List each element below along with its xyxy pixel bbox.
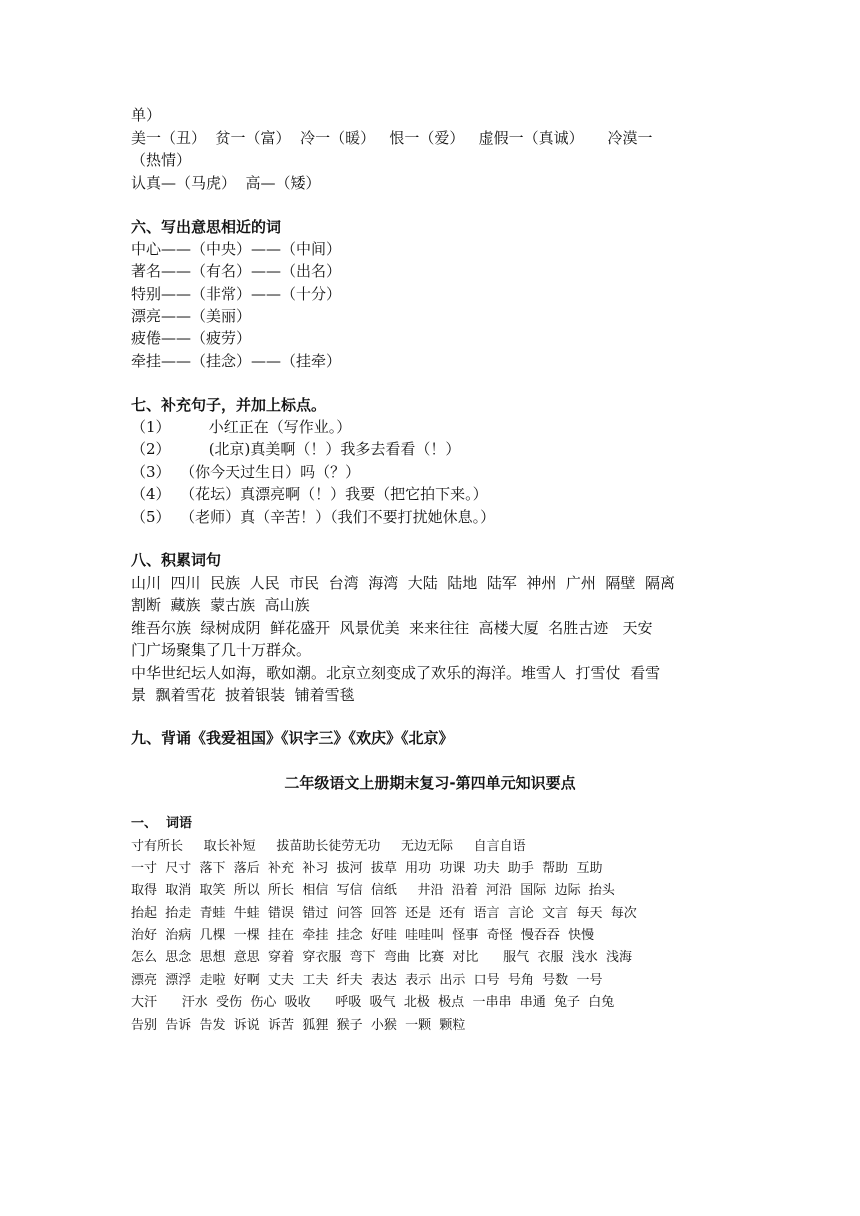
section-6-title: 六、写出意思相近的词: [131, 218, 282, 236]
section-7-title: 七、补充句子，并加上标点。: [131, 396, 327, 414]
synonym-item: 漂亮——（美丽）: [131, 307, 252, 325]
synonym-item: 疲倦——（疲劳）: [131, 329, 252, 347]
vocab-line: 山川 四川 民族 人民 市民 台湾 海湾 大陆 陆地 陆军 神州 广州 隔壁 隔离: [131, 574, 675, 592]
vocab-line: 维吾尔族 绿树成阴 鲜花盛开 风景优美 来来往往 高楼大厦 名胜古迹 天安: [131, 619, 653, 637]
sentence-item: （3） （你今天过生日）吗（？）: [131, 463, 361, 481]
word-line: 大汗 汗水 受伤 伤心 吸收 呼吸 吸气 北极 极点 一串串 串通 兔子 白兔: [131, 995, 615, 1010]
word-line: 漂亮 漂浮 走啦 好啊 丈夫 工夫 纤夫 表达 表示 出示 口号 号角 号数 一号: [131, 973, 603, 988]
sentence-item: （1） 小红正在（写作业。）: [131, 418, 352, 436]
antonym-line-4: 认真—（马虎） 高—（矮）: [131, 174, 321, 192]
word-line: 怎么 思念 思想 意思 穿着 穿衣服 弯下 弯曲 比赛 对比 服气 衣服 浅水 浅海: [131, 950, 632, 965]
sentence-item: （4） （花坛）真漂亮啊（！）我要（把它拍下来。）: [131, 485, 488, 503]
antonym-line-2: 美一（丑） 贫一（富） 冷一（暖） 恨一（爱） 虚假一（真诚） 冷漠一: [131, 129, 653, 147]
section-8-title: 八、积累词句: [131, 551, 222, 569]
vocab-line: 门广场聚集了几十万群众。: [131, 641, 312, 659]
antonym-line-3: （热情）: [131, 151, 192, 169]
vocab-line: 景 飘着雪花 披着银装 铺着雪毯: [131, 686, 355, 704]
section-9-title: 九、背诵《我爱祖国》《识字三》《欢庆》《北京》: [131, 729, 454, 747]
word-line: 抬起 抬走 青蛙 牛蛙 错误 错过 问答 回答 还是 还有 语言 言论 文言 每天 每次: [131, 906, 637, 921]
vocab-line: 割断 藏族 蒙古族 高山族: [131, 596, 310, 614]
word-line: 告别 告诉 告发 诉说 诉苦 狐狸 猴子 小猴 一颗 颗粒: [131, 1018, 466, 1033]
word-line: 取得 取消 取笑 所以 所长 相信 写信 信纸 井沿 沿着 河沿 国际 边际 抬头: [131, 883, 615, 898]
word-line: 一寸 尺寸 落下 落后 补充 补习 拔河 拔草 用功 功课 功夫 助手 帮助 互助: [131, 861, 603, 876]
unit-4-subtitle: 一、 词语: [131, 816, 193, 831]
sentence-item: （5） （老师）真（辛苦！）（我们不要打扰她休息。）: [131, 508, 496, 526]
synonym-item: 中心——（中央）——（中间）: [131, 240, 342, 258]
synonym-item: 特别——（非常）——（十分）: [131, 285, 342, 303]
sentence-item: （2） (北京)真美啊（！）我多去看看（！）: [131, 440, 461, 458]
synonym-item: 牵挂——（挂念）——（挂牵）: [131, 352, 342, 370]
word-line: 寸有所长 取长补短 拔苗助长徒劳无功 无边无际 自言自语: [131, 839, 526, 854]
antonym-line-1: 单）: [131, 106, 162, 124]
word-line: 治好 治病 几棵 一棵 挂在 牵挂 挂念 好哇 哇哇叫 怪事 奇怪 慢吞吞 快慢: [131, 928, 595, 943]
vocab-line: 中华世纪坛人如海，歌如潮。北京立刻变成了欢乐的海洋。堆雪人 打雪仗 看雪: [131, 664, 661, 682]
synonym-item: 著名——（有名）——（出名）: [131, 262, 342, 280]
unit-4-heading: 二年级语文上册期末复习-第四单元知识要点: [284, 774, 576, 792]
